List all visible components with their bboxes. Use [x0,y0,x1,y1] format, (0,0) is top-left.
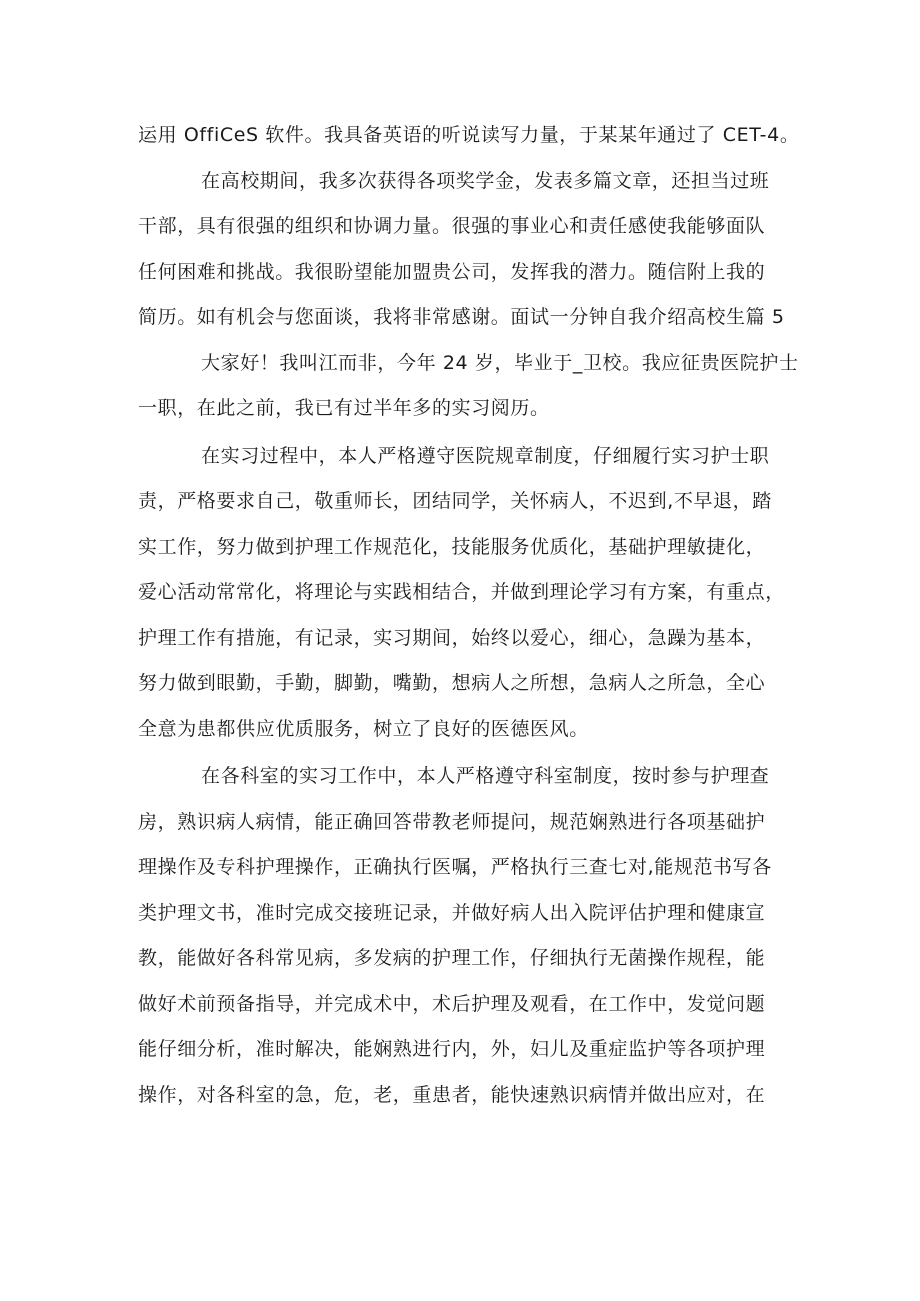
text-line: 任何困难和挑战。我很盼望能加盟贵公司，发挥我的潜力。随信附上我的 [138,260,766,283]
text-line: 责，严格要求自己，敬重师长，团结同学，关怀病人，不迟到,不早退，踏 [138,490,772,512]
text-line: 运用 OffiCeS 软件。我具备英语的听说读写力量，于某某年通过了 CET-4。 [138,124,800,146]
text-line: 教，能做好各科常见病，多发病的护理工作，仔细执行无菌操作规程，能 [138,947,766,969]
text-line: 爱心活动常常化，将理论与实践相结合，并做到理论学习有方案，有重点， [138,581,785,603]
text-line: 努力做到眼勤，手勤，脚勤，嘴勤，想病人之所想，急病人之所急，全心 [138,672,766,694]
text-line: 类护理文书，准时完成交接班记录，并做好病人出入院评估护理和健康宣 [138,901,766,924]
paragraph-start-line: 大家好！我叫江而非，今年 24 岁，毕业于_卫校。我应征贵医院护士 [201,351,799,374]
document-body [138,113,798,1118]
text-line: 房，熟识病人病情，能正确回答带教老师提问，规范娴熟进行各项基础护 [138,810,766,833]
text-line: 全意为患都供应优质服务，树立了良好的医德医风。 [138,717,589,740]
text-line: 一职，在此之前，我已有过半年多的实习阅历。 [138,397,550,419]
text-line: 理操作及专科护理操作，正确执行医嘱，严格执行三查七对,能规范书写各 [138,856,772,878]
paragraph-start-line: 在高校期间，我多次获得各项奖学金，发表多篇文章，还担当过班 [201,169,770,192]
text-line: 能仔细分析，准时解决，能娴熟进行内，外，妇儿及重症监护等各项护理 [138,1038,766,1060]
paragraph-start-line: 在各科室的实习工作中，本人严格遵守科室制度，按时参与护理查 [201,765,770,787]
paragraph-start-line: 在实习过程中，本人严格遵守医院规章制度，仔细履行实习护士职 [201,444,770,467]
text-line: 简历。如有机会与您面谈，我将非常感谢。面试一分钟自我介绍高校生篇 5 [138,306,785,328]
text-line: 实工作，努力做到护理工作规范化，技能服务优质化，基础护理敏捷化， [138,535,766,558]
text-line: 护理工作有措施，有记录，实习期间，始终以爱心，细心，急躁为基本， [138,626,766,649]
text-line: 做好术前预备指导，并完成术中，术后护理及观看，在工作中，发觉问题 [138,992,766,1015]
text-line: 干部，具有很强的组织和协调力量。很强的事业心和责任感使我能够面队 [138,215,766,237]
text-line: 操作，对各科室的急，危，老，重患者，能快速熟识病情并做出应对，在 [138,1083,766,1106]
